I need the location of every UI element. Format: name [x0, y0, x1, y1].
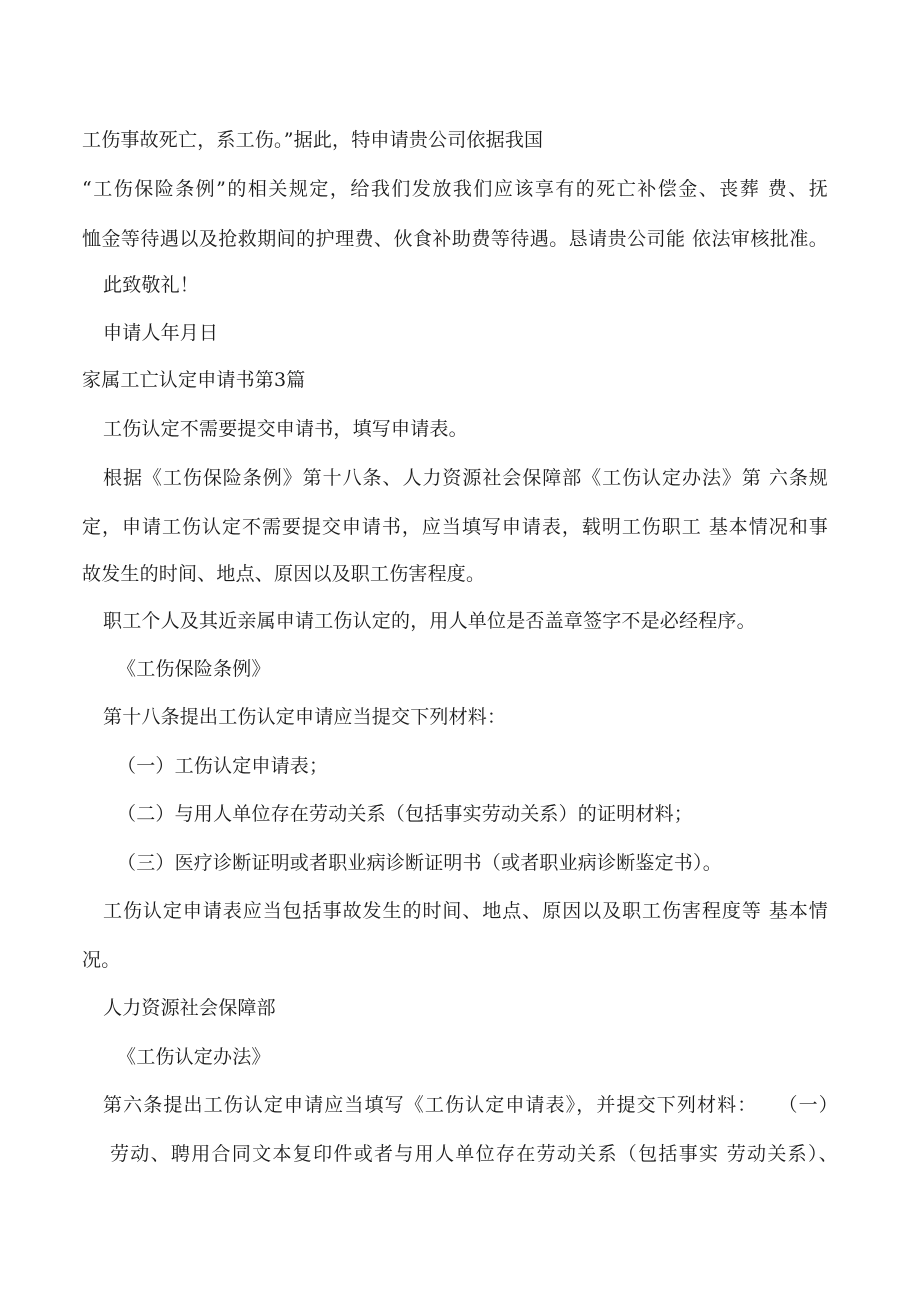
text-line-10: 故发生的时间、地点、原因以及职工伤害程度。 [82, 563, 486, 585]
text-line-22: 劳动、聘用合同文本复印件或者与用人单位存在劳动关系（包括事实 劳动关系）、 [110, 1143, 838, 1165]
text-line-20: 《工伤认定办法》 [117, 1046, 271, 1068]
list-item-1: （一）工伤认定申请表； [117, 755, 329, 777]
text-line-17: 工伤认定申请表应当包括事故发生的时间、地点、原因以及职工伤害程度等 基本情 [103, 900, 828, 922]
text-line-2: “工伤保险条例”的相关规定，给我们发放我们应该享有的死亡补偿金、丧葬 费、抚 [82, 178, 828, 200]
text-line-3: 恤金等待遇以及抢救期间的护理费、伙食补助费等待遇。恳请贵公司能 依法审核批准。 [82, 228, 828, 250]
text-line-4: 此致敬礼！ [103, 274, 200, 296]
list-item-3: （三）医疗诊断证明或者职业病诊断证明书（或者职业病诊断鉴定书）。 [117, 852, 722, 874]
text-line-12: 《工伤保险条例》 [117, 658, 271, 680]
text-line-13: 第十八条提出工伤认定申请应当提交下列材料： [103, 706, 507, 728]
text-line-19: 人力资源社会保障部 [103, 997, 276, 1019]
text-line-18: 况。 [82, 949, 121, 971]
text-line-9: 定，申请工伤认定不需要提交申请书，应当填写申请表，载明工伤职工 基本情况和事 [82, 516, 828, 538]
text-line-5: 申请人年月日 [103, 322, 219, 344]
section-heading: 家属工亡认定申请书第3篇 [82, 369, 306, 391]
text-line-21: 第六条提出工伤认定申请应当填写《工伤认定申请表》，并提交下列材料： （一） [103, 1094, 838, 1116]
list-item-2: （二）与用人单位存在劳动关系（包括事实劳动关系）的证明材料； [117, 803, 694, 825]
text-line-8: 根据《工伤保险条例》第十八条、人力资源社会保障部《工伤认定办法》第 六条规 [103, 467, 828, 489]
text-line-11: 职工个人及其近亲属申请工伤认定的，用人单位是否盖章签字不是必经程序。 [103, 610, 756, 632]
text-line-1: 工伤事故死亡，系工伤。”据此，特申请贵公司依据我国 [82, 129, 544, 151]
text-line-7: 工伤认定不需要提交申请书，填写申请表。 [103, 418, 468, 440]
